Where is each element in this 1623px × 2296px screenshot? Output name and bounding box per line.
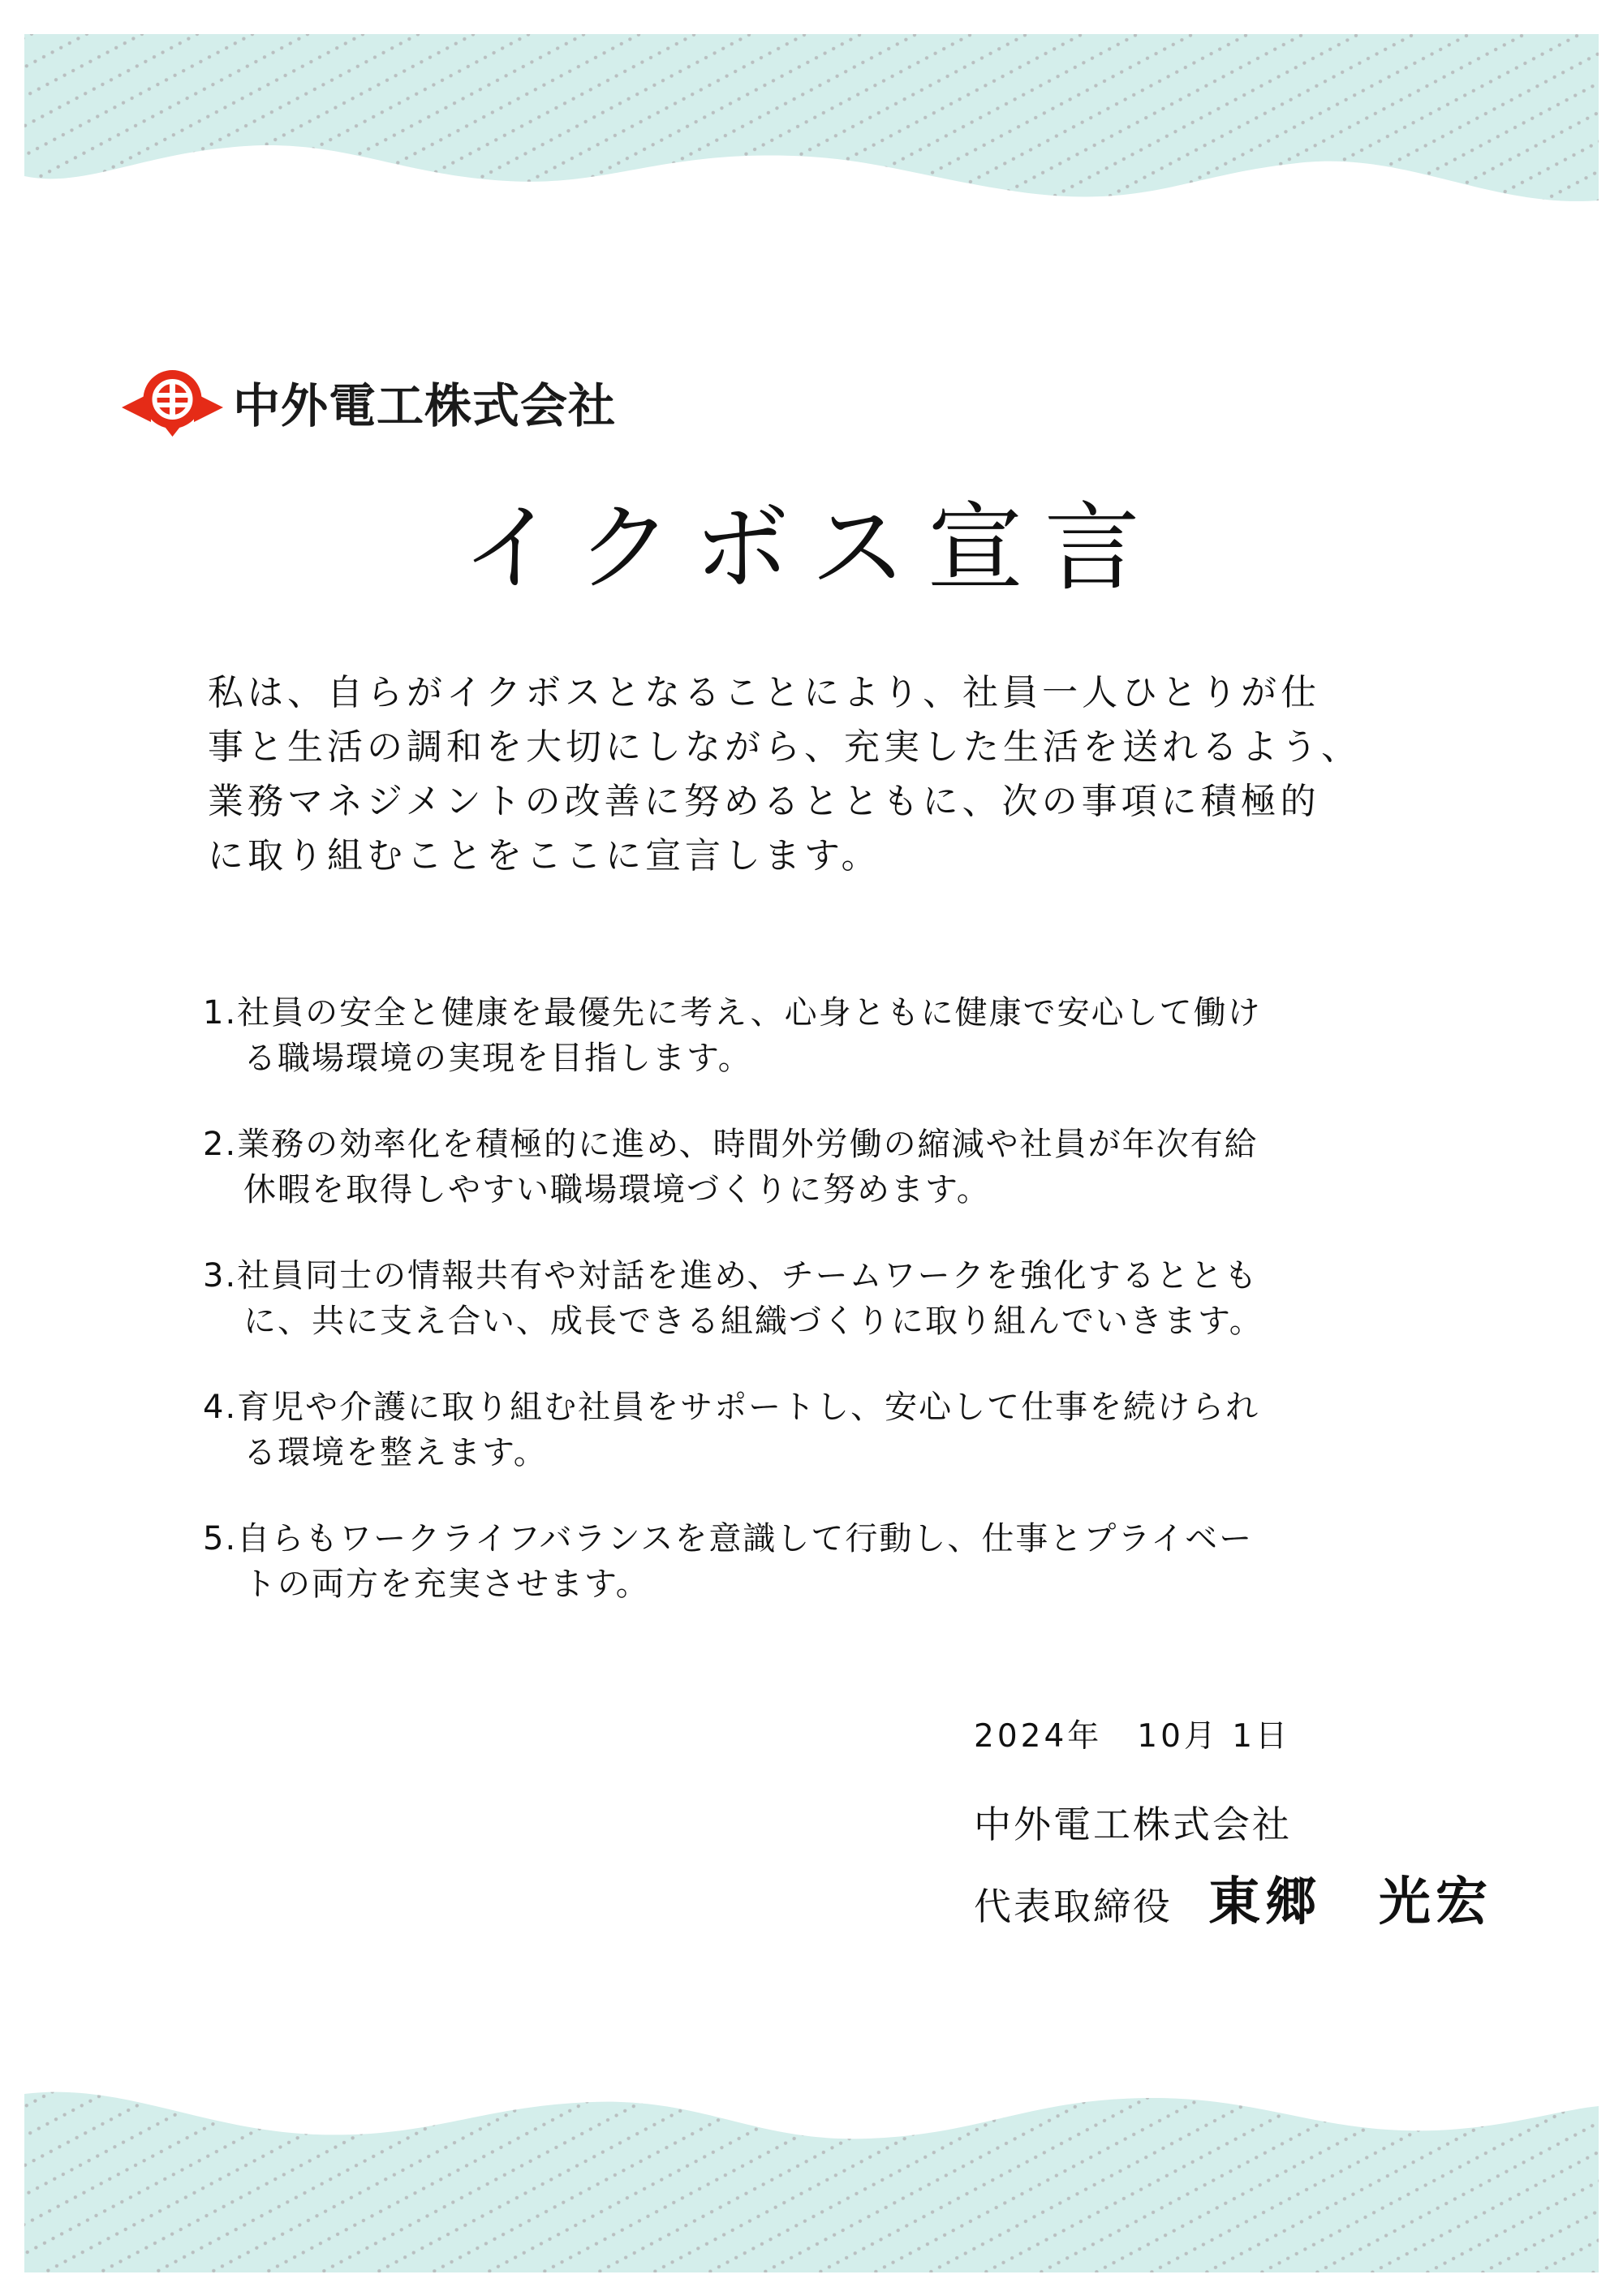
- signature-company: 中外電工株式会社: [974, 1803, 1292, 1846]
- list-item-line: る環境を整えます。: [243, 1434, 548, 1471]
- company-logo: [122, 365, 616, 438]
- intro-line: 事と生活の調和を大切にしながら、充実した生活を送れるよう、: [208, 726, 1361, 768]
- list-item-line: る職場環境の実現を目指します。: [243, 1040, 752, 1077]
- signature-role: 代表取締役: [974, 1885, 1173, 1928]
- list-item: [203, 1122, 1453, 1213]
- list-item-line: 3.社員同士の情報共有や対話を進め、チームワークを強化するととも: [203, 1257, 1259, 1294]
- list-item-line: 休暇を取得しやすい職場環境づくりに努めます。: [243, 1171, 991, 1208]
- list-item-line: に、共に支え合い、成長できる組織づくりに取り組んでいきます。: [243, 1303, 1264, 1340]
- list-item-line: 1.社員の安全と健康を最優先に考え、心身ともに健康で安心して働け: [203, 994, 1262, 1032]
- signature-name: 東郷 光宏: [1208, 1872, 1492, 1932]
- list-item-line: トの両方を充実させます。: [243, 1566, 650, 1603]
- list-item-line: 5.自らもワークライフバランスを意識して行動し、仕事とプライベー: [203, 1520, 1254, 1557]
- declaration-date: 2024年 10月 1日: [974, 1718, 1291, 1755]
- signature-row: [974, 1860, 1492, 1935]
- company-emblem-icon: [122, 365, 223, 438]
- intro-paragraph: [208, 666, 1441, 883]
- list-item: [203, 1253, 1453, 1344]
- bottom-decorative-band: [24, 2074, 1599, 2272]
- bottom-wave-pattern: [24, 2074, 1599, 2272]
- top-wave-pattern: [24, 34, 1599, 213]
- top-decorative-band: [24, 34, 1599, 213]
- company-name: 中外電工株式会社: [233, 378, 617, 433]
- intro-line: 業務マネジメントの改善に努めるとともに、次の事項に積極的: [208, 781, 1320, 822]
- list-item: [203, 990, 1453, 1081]
- list-item: [203, 1385, 1453, 1475]
- list-item-line: 2.業務の効率化を積極的に進め、時間外労働の縮減や社員が年次有給: [203, 1126, 1259, 1163]
- intro-line: 私は、自らがイクボスとなることにより、社員一人ひとりが仕: [208, 672, 1321, 713]
- declaration-list: [203, 990, 1453, 1648]
- document-title: イクボス宣言: [462, 492, 1161, 604]
- intro-line: に取り組むことをここに宣言します。: [208, 835, 881, 877]
- list-item: [203, 1516, 1453, 1607]
- list-item-line: 4.育児や介護に取り組む社員をサポートし、安心して仕事を続けられ: [203, 1389, 1260, 1426]
